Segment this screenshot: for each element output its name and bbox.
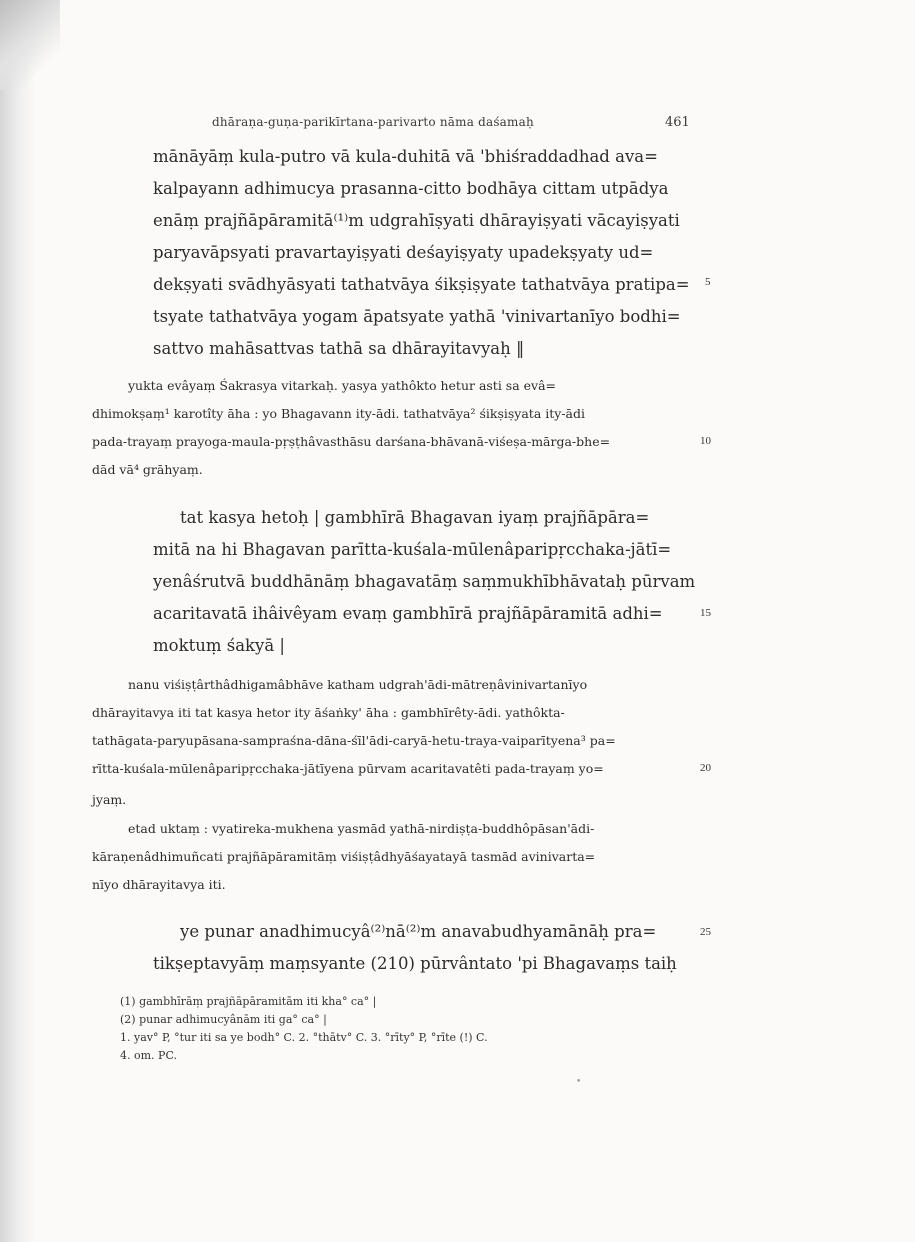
commentary-line: dhārayitavya iti tat kasya hetor ity āśaṅky' āha : gambhīrêty-ādi. yathôkta- <box>92 705 565 720</box>
line-number: 15 <box>700 607 711 619</box>
commentary-line: rītta-kuśala-mūlenâparipṛcchaka-jātīyena pūrvam acaritavatêti pada-trayaṃ yo= <box>92 761 604 776</box>
line-number: 5 <box>705 276 711 288</box>
commentary-line: jyaṃ. <box>92 792 127 807</box>
text-line: tat kasya hetoḥ | gambhīrā Bhagavan iyaṃ prajñāpāra= <box>180 508 650 527</box>
scan-edge-shadow <box>0 0 36 1242</box>
commentary-line: dhimokṣaṃ¹ karotîty āha : yo Bhagavann ity-ādi. tathatvāya² śikṣiṣyata ity-ādi <box>92 406 585 421</box>
commentary-line: kāraṇenâdhimuñcati prajñāpāramitāṃ viśiṣṭâdhyāśayatayā tasmād avinivarta= <box>92 849 596 864</box>
commentary-line: yukta evâyaṃ Śakrasya vitarkaḥ. yasya yathôkto hetur asti sa evâ= <box>128 378 557 393</box>
commentary-line: nīyo dhārayitavya iti. <box>92 877 226 892</box>
text-line: mānāyāṃ kula-putro vā kula-duhitā vā 'bhiśraddadhad ava= <box>153 147 658 166</box>
text-line: acaritavatā ihâivêyam evaṃ gambhīrā prajñāpāramitā adhi= <box>153 604 663 623</box>
text-line: ye punar anadhimucyâ⁽²⁾nā⁽²⁾m anavabudhyamānāḥ pra= <box>180 922 657 941</box>
scan-corner-fold <box>0 0 60 90</box>
text-line: kalpayann adhimucya prasanna-citto bodhāya cittam utpādya <box>153 179 669 198</box>
scan-speck: • <box>576 1077 582 1087</box>
commentary-line: tathāgata-paryupāsana-sampraśna-dāna-śīl'ādi-caryā-hetu-traya-vaiparītyena³ pa= <box>92 733 616 748</box>
text-line: enāṃ prajñāpāramitā⁽¹⁾m udgrahīṣyati dhārayiṣyati vācayiṣyati <box>153 211 680 230</box>
footnote: (2) punar adhimucyânām iti ga° ca° | <box>120 1013 327 1026</box>
footnote: 1. yav° P, °tur iti sa ye bodh° C. 2. °thātv° C. 3. °rīty° P, °rīte (!) C. <box>120 1031 488 1044</box>
line-number: 10 <box>700 435 711 447</box>
commentary-line: dād vā⁴ grāhyaṃ. <box>92 462 203 477</box>
commentary-line: etad uktaṃ : vyatireka-mukhena yasmād yathā-nirdiṣṭa-buddhôpāsan'ādi- <box>128 821 595 836</box>
line-number: 20 <box>700 762 711 774</box>
page-number: 461 <box>665 115 690 130</box>
text-line: moktuṃ śakyā | <box>153 636 285 655</box>
text-line: tikṣeptavyāṃ maṃsyante (210) pūrvântato 'pi Bhagavaṃs taiḥ <box>153 954 677 973</box>
footnote: 4. om. PC. <box>120 1049 177 1062</box>
commentary-line: nanu viśiṣṭârthâdhigamâbhāve katham udgrah'ādi-mātreṇâvinivartanīyo <box>128 677 588 692</box>
commentary-line: pada-trayaṃ prayoga-maula-pṛṣṭhâvasthāsu darśana-bhāvanā-viśeṣa-mārga-bhe= <box>92 434 611 449</box>
text-line: mitā na hi Bhagavan parītta-kuśala-mūlenâparipṛcchaka-jātī= <box>153 540 672 559</box>
text-line: tsyate tathatvāya yogam āpatsyate yathā 'vinivartanīyo bodhi= <box>153 307 681 326</box>
text-line: dekṣyati svādhyāsyati tathatvāya śikṣiṣyate tathatvāya pratipa= <box>153 275 690 294</box>
running-header: dhāraṇa-guṇa-parikīrtana-parivarto nāma daśamaḥ <box>212 115 534 129</box>
line-number: 25 <box>700 926 711 938</box>
footnote: (1) gambhīrāṃ prajñāpāramitām iti kha° ca° | <box>120 995 377 1008</box>
text-line: paryavāpsyati pravartayiṣyati deśayiṣyaty upadekṣyaty ud= <box>153 243 654 262</box>
text-line: yenâśrutvā buddhānāṃ bhagavatāṃ saṃmukhībhāvataḥ pūrvam <box>153 572 696 591</box>
text-line: sattvo mahāsattvas tathā sa dhārayitavyaḥ ‖ <box>153 339 525 358</box>
